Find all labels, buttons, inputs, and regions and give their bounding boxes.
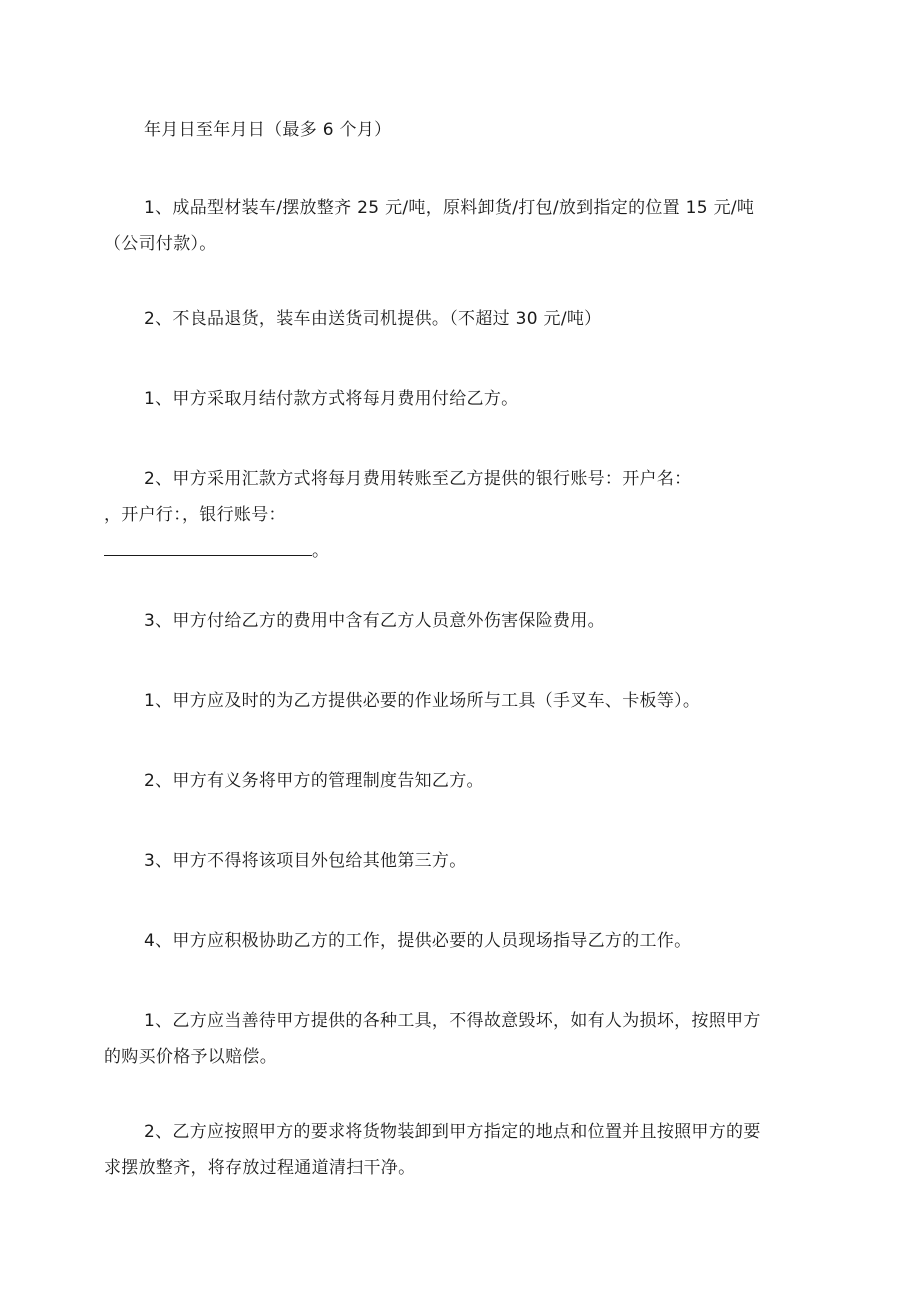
paragraph-line: 2、乙方应按照甲方的要求将货物装卸到甲方指定的地点和位置并且按照甲方的要 xyxy=(144,1122,761,1142)
paragraph-line: 2、不良品退货，装车由送货司机提供。（不超过 30 元/吨） xyxy=(144,309,602,329)
paragraph-line: 3、甲方不得将该项目外包给其他第三方。 xyxy=(144,851,467,871)
paragraph-party-b-duty-1 xyxy=(104,1003,814,1075)
paragraph-line xyxy=(104,533,814,569)
paragraph-line: 求摆放整齐，将存放过程通道清扫干净。 xyxy=(104,1158,416,1178)
paragraph-party-a-duty-3 xyxy=(104,843,814,879)
paragraph-fee-item-1 xyxy=(104,190,814,262)
paragraph-line: 1、成品型材装车/摆放整齐 25 元/吨，原料卸货/打包/放到指定的位置 15 元/吨 xyxy=(144,198,755,218)
paragraph-line: （公司付款）。 xyxy=(104,234,217,254)
paragraph-line: 年月日至年月日（最多 6 个月） xyxy=(144,120,392,140)
paragraph-payment-1 xyxy=(104,381,814,417)
paragraph-line: 1、甲方采取月结付款方式将每月费用付给乙方。 xyxy=(144,389,519,409)
paragraph-line: 的购买价格予以赔偿。 xyxy=(104,1047,277,1067)
paragraph-party-a-duty-4 xyxy=(104,923,814,959)
paragraph-line: 3、甲方付给乙方的费用中含有乙方人员意外伤害保险费用。 xyxy=(144,611,605,631)
paragraph-payment-3 xyxy=(104,603,814,639)
paragraph-party-b-duty-2 xyxy=(104,1114,814,1186)
paragraph-contract-period xyxy=(104,112,814,148)
account-number-blank xyxy=(104,533,312,556)
paragraph-line: 4、甲方应积极协助乙方的工作，提供必要的人员现场指导乙方的工作。 xyxy=(144,931,692,951)
paragraph-party-a-duty-1 xyxy=(104,683,814,719)
paragraph-tail: 。 xyxy=(312,541,330,561)
paragraph-payment-2 xyxy=(104,461,814,569)
paragraph-party-a-duty-2 xyxy=(104,763,814,799)
paragraph-line: ，开户行：，银行账号： xyxy=(104,505,286,525)
paragraph-line: 2、甲方采用汇款方式将每月费用转账至乙方提供的银行账号：开户名： xyxy=(144,469,692,489)
paragraph-fee-item-2 xyxy=(104,301,814,337)
paragraph-line: 2、甲方有义务将甲方的管理制度告知乙方。 xyxy=(144,771,484,791)
paragraph-line: 1、乙方应当善待甲方提供的各种工具，不得故意毁坏，如有人为损坏，按照甲方 xyxy=(144,1011,761,1031)
paragraph-line: 1、甲方应及时的为乙方提供必要的作业场所与工具（手叉车、卡板等）。 xyxy=(144,691,701,711)
